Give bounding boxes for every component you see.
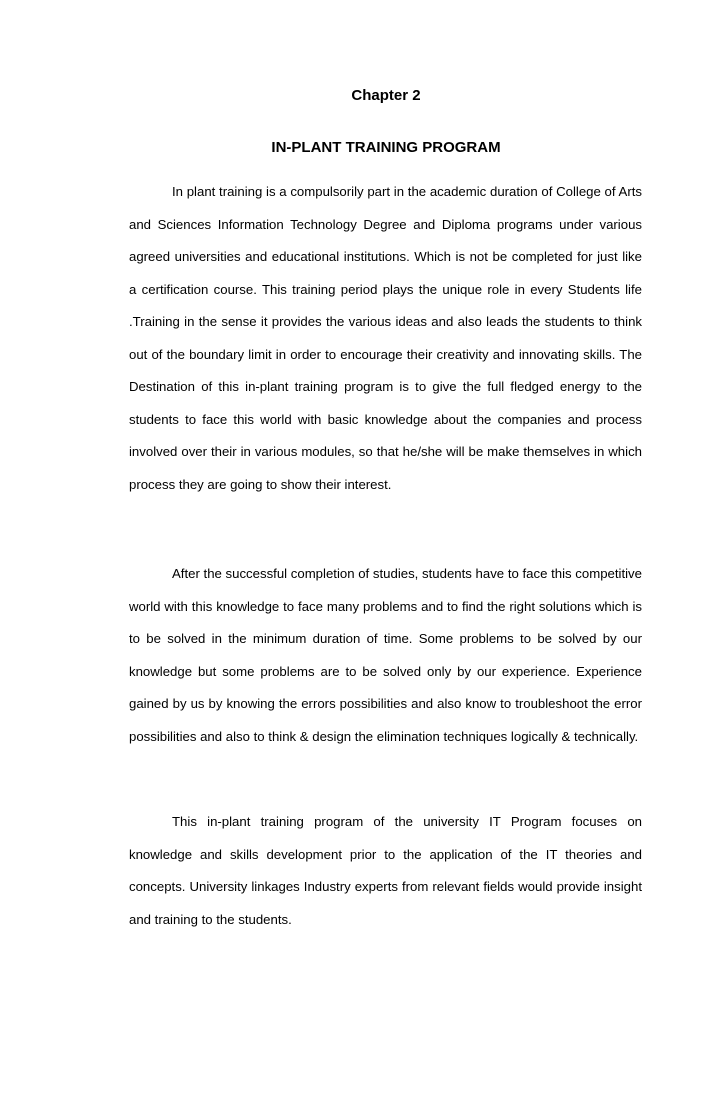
body-paragraph-2: After the successful completion of studies, students have to face this competitive world with this knowledge to face many problems and to find the right solutions which is to be solved in the minimum duration of time. Some problems to be solved by our knowledge but some problems are to be solved only by our experience. Experience gained by us by knowing the errors possibilities and also know to troubleshoot the error possibilities and also to think & design the elimination techniques logically & technically.	[129, 566, 642, 744]
section-title: IN-PLANT TRAINING PROGRAM	[271, 139, 501, 156]
body-paragraph-1: In plant training is a compulsorily part in the academic duration of College of Arts and Sciences Information Technology Degree and Diploma programs under various agreed universities and educational institutions. Which is not be completed for just like a certification course. This training period plays the unique role in every Students life .Training in the sense it provides the various ideas and also leads the students to think out of the boundary limit in order to encourage their creativity and innovating skills. The Destination of this in-plant training program is to give the full fledged energy to the students to face this world with basic knowledge about the companies and process involved over their in various modules, so that he/she will be make themselves in which process they are going to show their interest.	[129, 184, 642, 492]
body-paragraph-3: This in-plant training program of the university IT Program focuses on knowledge and skills development prior to the application of the IT theories and concepts. University linkages Industry experts from relevant fields would provide insight and training to the students.	[129, 814, 642, 927]
chapter-heading: Chapter 2	[351, 87, 421, 104]
